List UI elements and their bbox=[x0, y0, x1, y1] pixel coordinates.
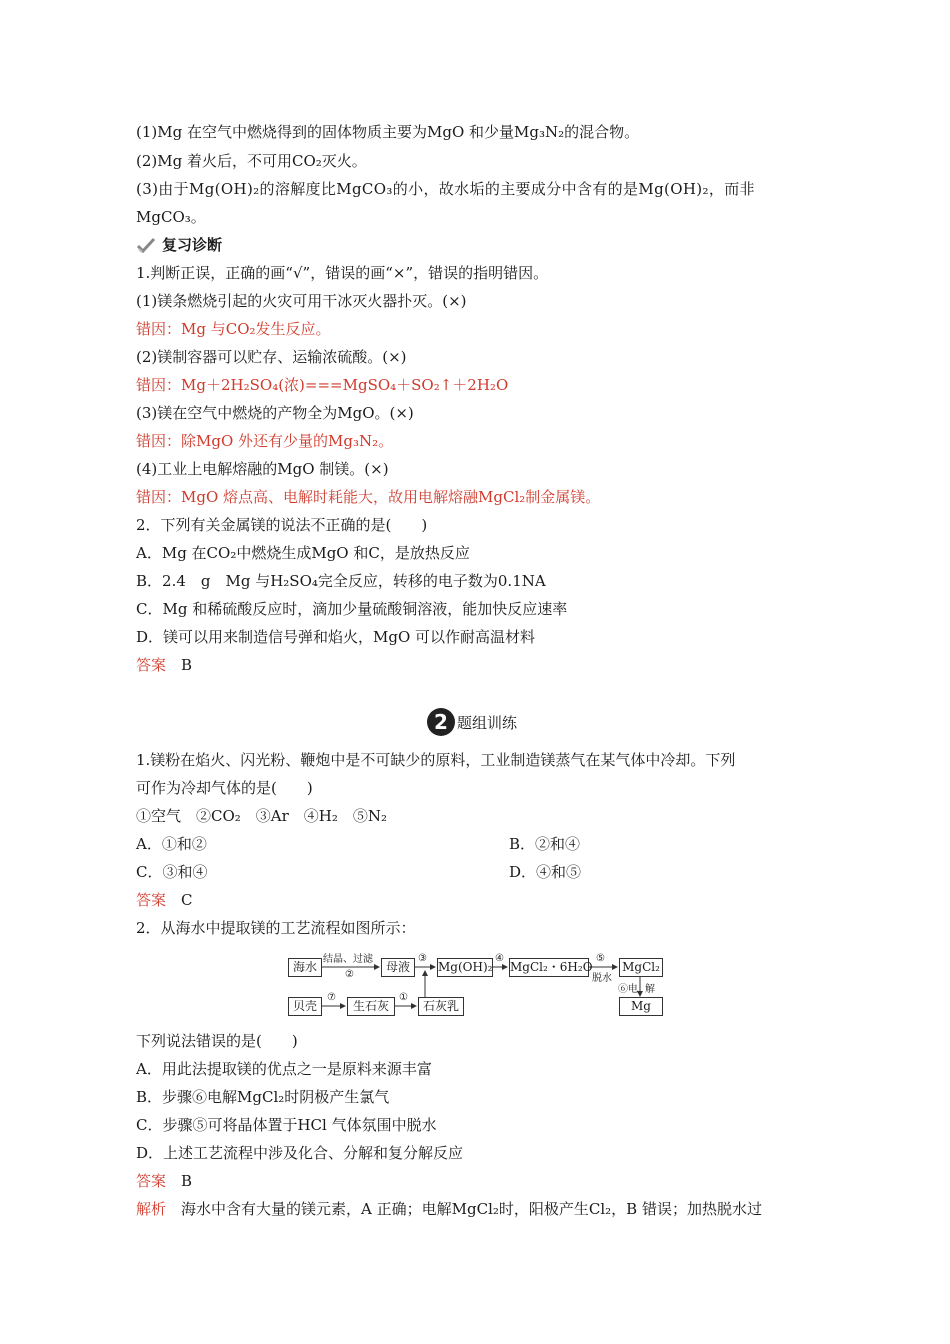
training-q1-answer bbox=[136, 890, 193, 910]
reason-text: Mg 与CO₂发生反应。 bbox=[181, 320, 331, 338]
training-q2-option-c: C．步骤⑤可将晶体置于HCl 气体氛围中脱水 bbox=[136, 1116, 437, 1134]
note-2: (2)Mg 着火后，不可用CO₂灭火。 bbox=[136, 152, 367, 170]
node-mgcl2-hydrate: MgCl₂・6H₂O bbox=[509, 958, 589, 977]
label-step-2: ② bbox=[345, 969, 354, 980]
review-item-3: (3)镁在空气中燃烧的产物全为MgO。(×) bbox=[136, 404, 414, 422]
review-answer bbox=[136, 655, 192, 675]
review-q1: 1.判断正误，正确的画“√”，错误的画“×”，错误的指明错因。 bbox=[136, 264, 549, 282]
review-q2-option-a: A．Mg 在CO₂中燃烧生成MgO 和C，是放热反应 bbox=[136, 544, 470, 562]
training-q1-option-a: A．①和② bbox=[136, 835, 207, 853]
review-reason-2 bbox=[136, 375, 508, 395]
training-q2-option-d: D．上述工艺流程中涉及化合、分解和复分解反应 bbox=[136, 1144, 464, 1162]
label-step-4: ④ bbox=[495, 953, 504, 964]
answer-label: 答案 bbox=[136, 891, 167, 909]
training-q1-choices: ①空气 ②CO₂ ③Ar ④H₂ ⑤N₂ bbox=[136, 807, 388, 825]
node-mg: Mg bbox=[619, 997, 663, 1016]
label-step-7: ⑦ bbox=[327, 992, 336, 1003]
training-q1-line1: 1.镁粉在焰火、闪光粉、鞭炮中是不可缺少的原料，工业制造镁蒸气在某气体中冷却。下列 bbox=[136, 751, 736, 769]
training-q2-stem: 下列说法错误的是( ) bbox=[136, 1032, 298, 1050]
label-dehydrate: 脱水 bbox=[592, 973, 612, 984]
review-reason-1 bbox=[136, 319, 331, 339]
reason-label: 错因： bbox=[136, 432, 182, 450]
training-title: 题组训练 bbox=[457, 713, 518, 732]
training-q1-option-d: D．④和⑤ bbox=[509, 863, 582, 881]
answer-value: C bbox=[181, 891, 193, 909]
review-q2-option-d: D．镁可以用来制造信号弹和焰火，MgO 可以作耐高温材料 bbox=[136, 628, 536, 646]
review-reason-3 bbox=[136, 431, 393, 451]
review-item-2: (2)镁制容器可以贮存、运输浓硫酸。(×) bbox=[136, 348, 407, 366]
reason-label: 错因： bbox=[136, 488, 182, 506]
label-step-1: ① bbox=[399, 992, 408, 1003]
training-heading bbox=[427, 708, 517, 736]
label-step-6: ⑥电 bbox=[618, 984, 638, 995]
reason-text: MgO 熔点高、电解时耗能大，故用电解熔融MgCl₂制金属镁。 bbox=[181, 488, 601, 506]
analysis-label: 解析 bbox=[136, 1200, 167, 1218]
node-lime-milk: 石灰乳 bbox=[418, 997, 464, 1016]
review-reason-4 bbox=[136, 487, 600, 507]
label-step-3: ③ bbox=[418, 953, 427, 964]
note-3a: (3)由于Mg(OH)₂的溶解度比MgCO₃的小，故水垢的主要成分中含有的是Mg(OH)₂，而非 bbox=[136, 180, 755, 198]
section-number-badge: 2 bbox=[427, 708, 455, 736]
node-mgcl2: MgCl₂ bbox=[619, 958, 663, 977]
answer-value: B bbox=[181, 656, 193, 674]
note-3b: MgCO₃。 bbox=[136, 208, 206, 226]
training-q2-option-a: A．用此法提取镁的优点之一是原料来源丰富 bbox=[136, 1060, 432, 1078]
analysis-text: 海水中含有大量的镁元素，A 正确；电解MgCl₂时，阳极产生Cl₂，B 错误；加热脱水过 bbox=[181, 1200, 762, 1218]
answer-label: 答案 bbox=[136, 1172, 167, 1190]
checkmark-icon bbox=[136, 237, 156, 253]
training-q2: 2．从海水中提取镁的工艺流程如图所示： bbox=[136, 919, 416, 937]
training-q1-option-c: C．③和④ bbox=[136, 863, 208, 881]
node-seawater: 海水 bbox=[288, 958, 322, 977]
node-quicklime: 生石灰 bbox=[347, 997, 395, 1016]
label-electrolysis: 解 bbox=[645, 984, 655, 995]
answer-label: 答案 bbox=[136, 656, 167, 674]
training-q2-answer bbox=[136, 1171, 192, 1191]
reason-label: 错因： bbox=[136, 376, 182, 394]
answer-value: B bbox=[181, 1172, 193, 1190]
review-item-4: (4)工业上电解熔融的MgO 制镁。(×) bbox=[136, 460, 389, 478]
review-item-1: (1)镁条燃烧引起的火灾可用干冰灭火器扑灭。(×) bbox=[136, 292, 467, 310]
note-1: (1)Mg 在空气中燃烧得到的固体物质主要为MgO 和少量Mg₃N₂的混合物。 bbox=[136, 123, 640, 141]
review-title: 复习诊断 bbox=[162, 236, 223, 254]
node-mother-liquor: 母液 bbox=[381, 958, 415, 977]
node-mg-oh2: Mg(OH)₂ bbox=[437, 958, 493, 977]
node-shell: 贝壳 bbox=[288, 997, 322, 1016]
label-step-5: ⑤ bbox=[596, 953, 605, 964]
review-q2-option-c: C．Mg 和稀硫酸反应时，滴加少量硫酸铜溶液，能加快反应速率 bbox=[136, 600, 568, 618]
label-crystallize-filter: 结晶、过滤 bbox=[323, 954, 373, 965]
training-q2-analysis bbox=[136, 1199, 762, 1219]
review-heading bbox=[136, 234, 222, 255]
review-q2-option-b: B．2.4 g Mg 与H₂SO₄完全反应，转移的电子数为0.1NA bbox=[136, 572, 546, 590]
reason-text: 除MgO 外还有少量的Mg₃N₂。 bbox=[181, 432, 394, 450]
process-flow-diagram bbox=[285, 950, 665, 1020]
training-q1-option-b: B．②和④ bbox=[509, 835, 581, 853]
reason-text: Mg＋2H₂SO₄(浓)===MgSO₄＋SO₂↑＋2H₂O bbox=[181, 376, 509, 394]
review-q2: 2．下列有关金属镁的说法不正确的是( ) bbox=[136, 516, 428, 534]
training-q1-line2: 可作为冷却气体的是( ) bbox=[136, 779, 313, 797]
training-q2-option-b: B．步骤⑥电解MgCl₂时阴极产生氯气 bbox=[136, 1088, 390, 1106]
reason-label: 错因： bbox=[136, 320, 182, 338]
